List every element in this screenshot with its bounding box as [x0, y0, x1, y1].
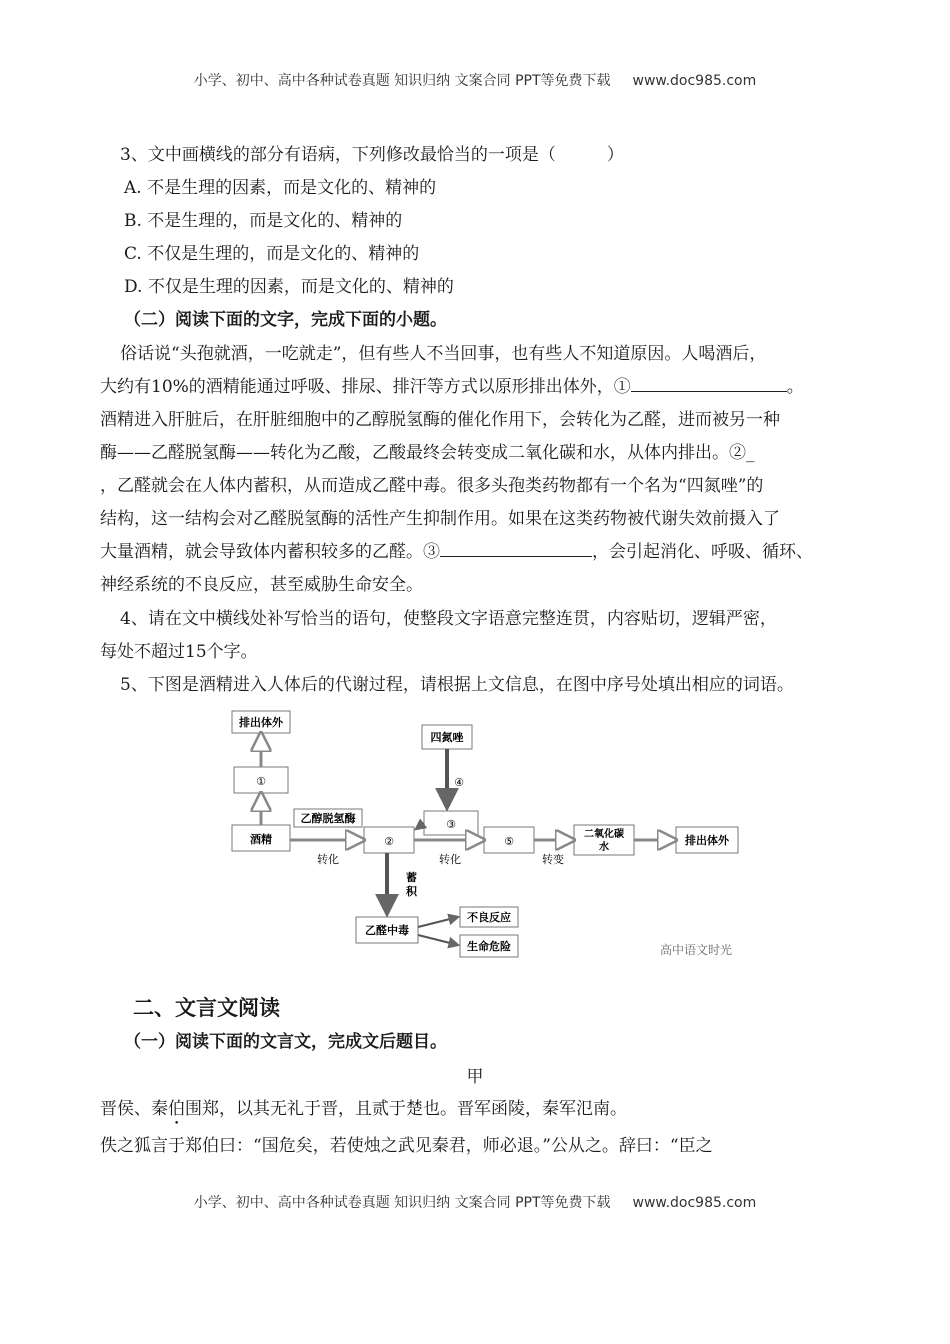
passage-line-7	[100, 540, 813, 564]
q5-line-1: 5、下图是酒精进入人体后的代谢过程，请根据上文信息，在图中序号处填出相应的词语。	[120, 675, 794, 695]
arrow-poison-to-danger	[418, 935, 458, 945]
page-footer	[0, 1192, 950, 1212]
accumulate-label-2: 积	[406, 885, 417, 898]
classic-line-2: 佚之狐言于郑伯曰：“国危矣，若使烛之武见秦君，师必退。”公从之。辞曰：“臣之	[100, 1136, 713, 1156]
change-label: 转变	[542, 853, 564, 866]
q3-option-b: B. 不是生理的，而是文化的、精神的	[124, 211, 403, 231]
excrete-top-label: 排出体外	[239, 716, 283, 729]
q4-line-1: 4、请在文中横线处补写恰当的语句，使整段文字语意完整连贯，内容贴切，逻辑严密，	[120, 609, 777, 629]
classic-line-1-b: 围郑，以其无礼于晋，且贰于楚也。晋军函陵，秦军氾南。	[185, 1099, 627, 1119]
q4-line-2: 每处不超过15个字。	[100, 642, 258, 662]
passage-line-3: 酒精进入肝脏后，在肝脏细胞中的乙醇脱氢酶的催化作用下，会转化为乙醛，进而被另一种	[100, 410, 780, 430]
arrow-3-to-2	[416, 823, 424, 829]
q3-stem: 3、文中画横线的部分有语病，下列修改最恰当的一项是（ ）	[120, 145, 624, 165]
passage-line-2	[100, 375, 804, 399]
diagram-watermark: 高中语文时光	[660, 943, 733, 957]
arrow-4-label: ④	[454, 776, 464, 789]
danger-label: 生命危险	[467, 940, 511, 953]
header-site: www.doc985.com	[632, 73, 757, 89]
metabolism-diagram	[228, 703, 758, 965]
box-3-label: ③	[446, 818, 456, 831]
passage-line-8: 神经系统的不良反应，甚至威胁生命安全。	[100, 575, 423, 595]
blank-1[interactable]	[631, 375, 787, 392]
passage-line-2-end: 。	[786, 377, 804, 397]
passage-line-7-text: 大量酒精，就会导致体内蓄积较多的乙醛。③	[100, 542, 440, 562]
passage-line-7-end: ，会引起消化、呼吸、循环、	[592, 542, 813, 562]
section2-title: （二）阅读下面的文字，完成下面的小题。	[124, 310, 447, 330]
footer-site: www.doc985.com	[632, 1195, 757, 1211]
enzyme1-label: 乙醇脱氢酶	[300, 812, 356, 825]
tetrazole-label: 四氮唑	[430, 731, 464, 744]
passage-line-5: ，乙醛就会在人体内蓄积，从而造成乙醛中毒。很多头孢类药物都有一个名为“四氮唑”的	[100, 476, 764, 496]
passage-line-1: 俗话说“头孢就酒，一吃就走”，但有些人不当回事，也有些人不知道原因。人喝酒后，	[120, 344, 767, 364]
classic-line-1-a: 晋侯、秦	[100, 1099, 168, 1119]
alcohol-label: 酒精	[250, 833, 272, 846]
q3-option-a: A. 不是生理的因素，而是文化的、精神的	[124, 178, 437, 198]
co2-label-line1: 二氧化碳	[584, 829, 624, 840]
passage-line-4-text: 酶——乙醛脱氢酶——转化为乙酸，乙酸最终会转变成二氧化碳和水，从体内排出。②	[100, 443, 746, 463]
q3-option-c: C. 不仅是生理的，而是文化的、精神的	[124, 244, 420, 264]
blank-3[interactable]	[440, 540, 592, 557]
header-text: 小学、初中、高中各种试卷真题 知识归纳 文案合同 PPT等免费下载	[193, 73, 611, 89]
poison-label: 乙醛中毒	[365, 924, 409, 937]
classic-heading: 甲	[466, 1067, 484, 1087]
part2-title: 二、文言文阅读	[133, 996, 280, 1020]
co2-label-line2: 水	[599, 842, 609, 853]
passage-line-6: 结构，这一结构会对乙醛脱氢酶的活性产生抑制作用。如果在这类药物被代谢失效前摄入了	[100, 509, 780, 529]
passage-line-2-text: 大约有10%的酒精能通过呼吸、排尿、排汗等方式以原形排出体外，①	[100, 377, 631, 397]
box-5-label: ⑤	[504, 835, 514, 848]
q3-option-d: D. 不仅是生理的因素，而是文化的、精神的	[124, 277, 454, 297]
adverse-label: 不良反应	[467, 911, 511, 924]
page-header	[0, 70, 950, 90]
passage-line-4	[100, 441, 755, 465]
arrow-poison-to-adverse	[418, 917, 458, 927]
blank-2[interactable]: _	[746, 443, 755, 463]
accumulate-label-1: 蓄	[406, 871, 417, 884]
convert1-label: 转化	[317, 853, 339, 866]
classic-line-1	[100, 1097, 627, 1129]
convert2-label: 转化	[439, 853, 461, 866]
box-2-label: ②	[384, 835, 394, 848]
footer-text: 小学、初中、高中各种试卷真题 知识归纳 文案合同 PPT等免费下载	[193, 1195, 611, 1211]
box-1-label: ①	[256, 775, 266, 788]
part2-subtitle: （一）阅读下面的文言文，完成文后题目。	[124, 1032, 447, 1052]
classic-dotted-char: 伯	[168, 1099, 185, 1119]
excrete-right-label: 排出体外	[685, 834, 729, 847]
